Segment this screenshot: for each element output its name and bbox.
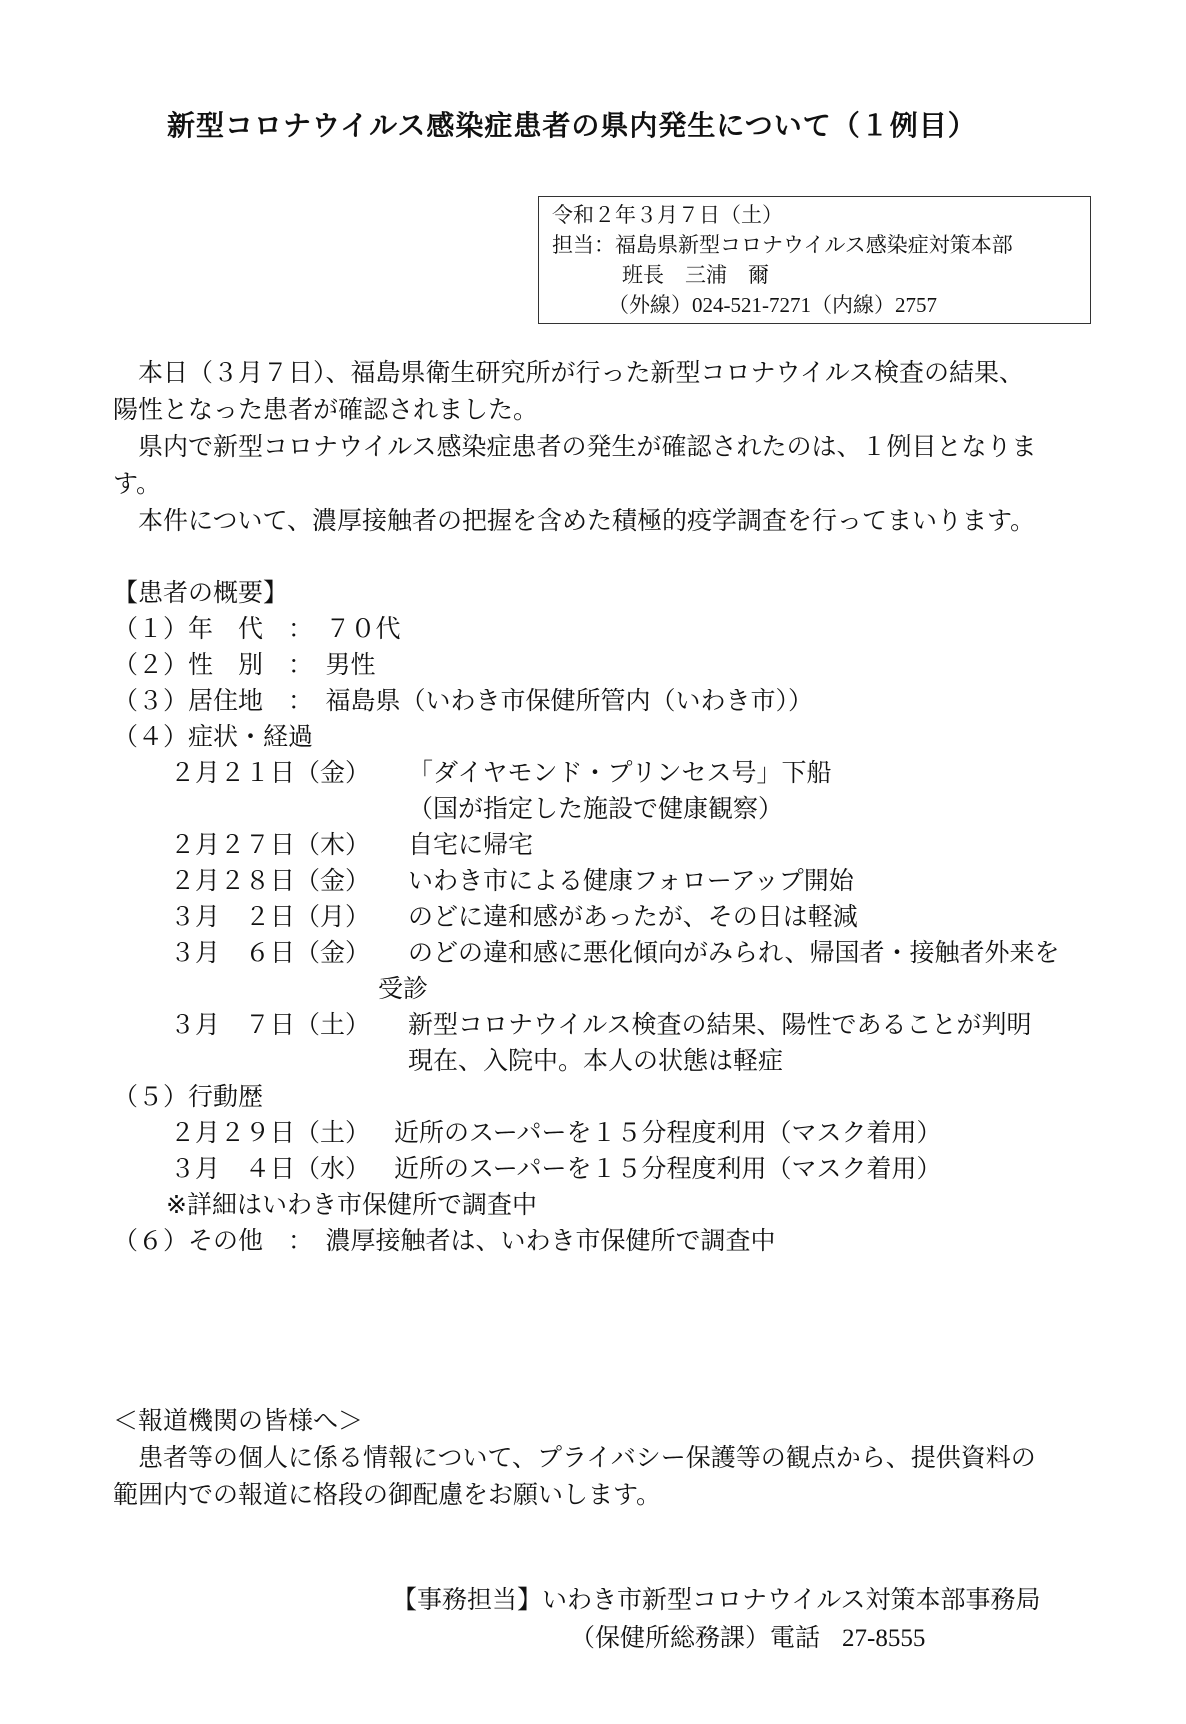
contact-info-box — [538, 196, 1091, 324]
release-date: 令和２年３月７日（土） — [552, 203, 783, 227]
timeline-text: 新型コロナウイルス検査の結果、陽性であることが判明 — [408, 1010, 1032, 1039]
summary-heading: 【患者の概要】 — [113, 578, 289, 607]
timeline-date: ３月 ７日（土） — [170, 1010, 371, 1039]
activity-text: 近所のスーパーを１５分程度利用（マスク着用） — [394, 1154, 942, 1183]
press-line-1: 患者等の個人に係る情報について、プライバシー保護等の観点から、提供資料の — [138, 1443, 1036, 1472]
timeline-date: ３月 ２日（月） — [170, 902, 371, 931]
timeline-date: ３月 ６日（金） — [170, 938, 371, 967]
contact-manager: 班長 三浦 爾 — [622, 263, 769, 287]
phone-outer-number: 024-521-7271 — [692, 293, 811, 317]
timeline-text: のどに違和感があったが、その日は軽減 — [408, 902, 858, 931]
timeline-text: 「ダイヤモンド・プリンセス号」下船 — [408, 758, 832, 787]
office-phone — [570, 1625, 925, 1651]
activity-date: ２月２９日（土） — [170, 1118, 371, 1147]
timeline-date: ２月２１日（金） — [170, 758, 371, 787]
timeline-text-cont: 現在、入院中。本人の状態は軽症 — [408, 1046, 784, 1075]
body-para-1-line-1: 本日（３月７日）、福島県衛生研究所が行った新型コロナウイルス検査の結果、 — [138, 358, 1025, 387]
summary-residence: （３）居住地 ： 福島県（いわき市保健所管内（いわき市）） — [113, 686, 814, 715]
summary-other: （６）その他 ： 濃厚接触者は、いわき市保健所で調査中 — [113, 1226, 776, 1255]
press-line-2: 範囲内での報道に格段の御配慮をお願いします。 — [113, 1480, 662, 1509]
contact-phone — [608, 295, 937, 316]
activity-text: 近所のスーパーを１５分程度利用（マスク着用） — [394, 1118, 942, 1147]
summary-age: （１）年 代 ： ７０代 — [113, 614, 401, 643]
phone-inner-number: 2757 — [895, 293, 937, 317]
body-para-2-line-2: す。 — [113, 469, 162, 498]
press-heading: ＜報道機関の皆様へ＞ — [113, 1406, 364, 1435]
office-phone-label: （保健所総務課）電話 — [570, 1623, 821, 1652]
office-phone-number: 27-8555 — [842, 1625, 926, 1652]
contact-department: 担当：福島県新型コロナウイルス感染症対策本部 — [552, 233, 1013, 257]
body-para-1-line-2: 陽性となった患者が確認されました。 — [113, 395, 539, 424]
phone-inner-label: （内線） — [811, 293, 895, 317]
office-contact: 【事務担当】いわき市新型コロナウイルス対策本部事務局 — [392, 1585, 1041, 1614]
timeline-date: ２月２８日（金） — [170, 866, 371, 895]
phone-outer-label: （外線） — [608, 293, 692, 317]
timeline-text-cont: （国が指定した施設で健康観察） — [408, 794, 784, 823]
summary-sex: （２）性 別 ： 男性 — [113, 650, 376, 679]
timeline-text: のどの違和感に悪化傾向がみられ、帰国者・接触者外来を — [408, 938, 1060, 967]
timeline-text: 自宅に帰宅 — [408, 830, 534, 859]
timeline-text-cont: 受診 — [378, 974, 429, 1003]
body-para-3: 本件について、濃厚接触者の把握を含めた積極的疫学調査を行ってまいります。 — [138, 506, 1036, 535]
timeline-text: いわき市による健康フォローアップ開始 — [408, 866, 854, 895]
activity-note: ※詳細はいわき市保健所で調査中 — [166, 1190, 537, 1219]
summary-symptoms-heading: （４）症状・経過 — [113, 722, 314, 751]
page-title: 新型コロナウイルス感染症患者の県内発生について（１例目） — [167, 109, 977, 142]
activity-heading: （５）行動歴 — [113, 1082, 264, 1111]
body-para-2-line-1: 県内で新型コロナウイルス感染症患者の発生が確認されたのは、１例目となりま — [138, 432, 1037, 461]
timeline-date: ２月２７日（木） — [170, 830, 371, 859]
activity-date: ３月 ４日（水） — [170, 1154, 371, 1183]
